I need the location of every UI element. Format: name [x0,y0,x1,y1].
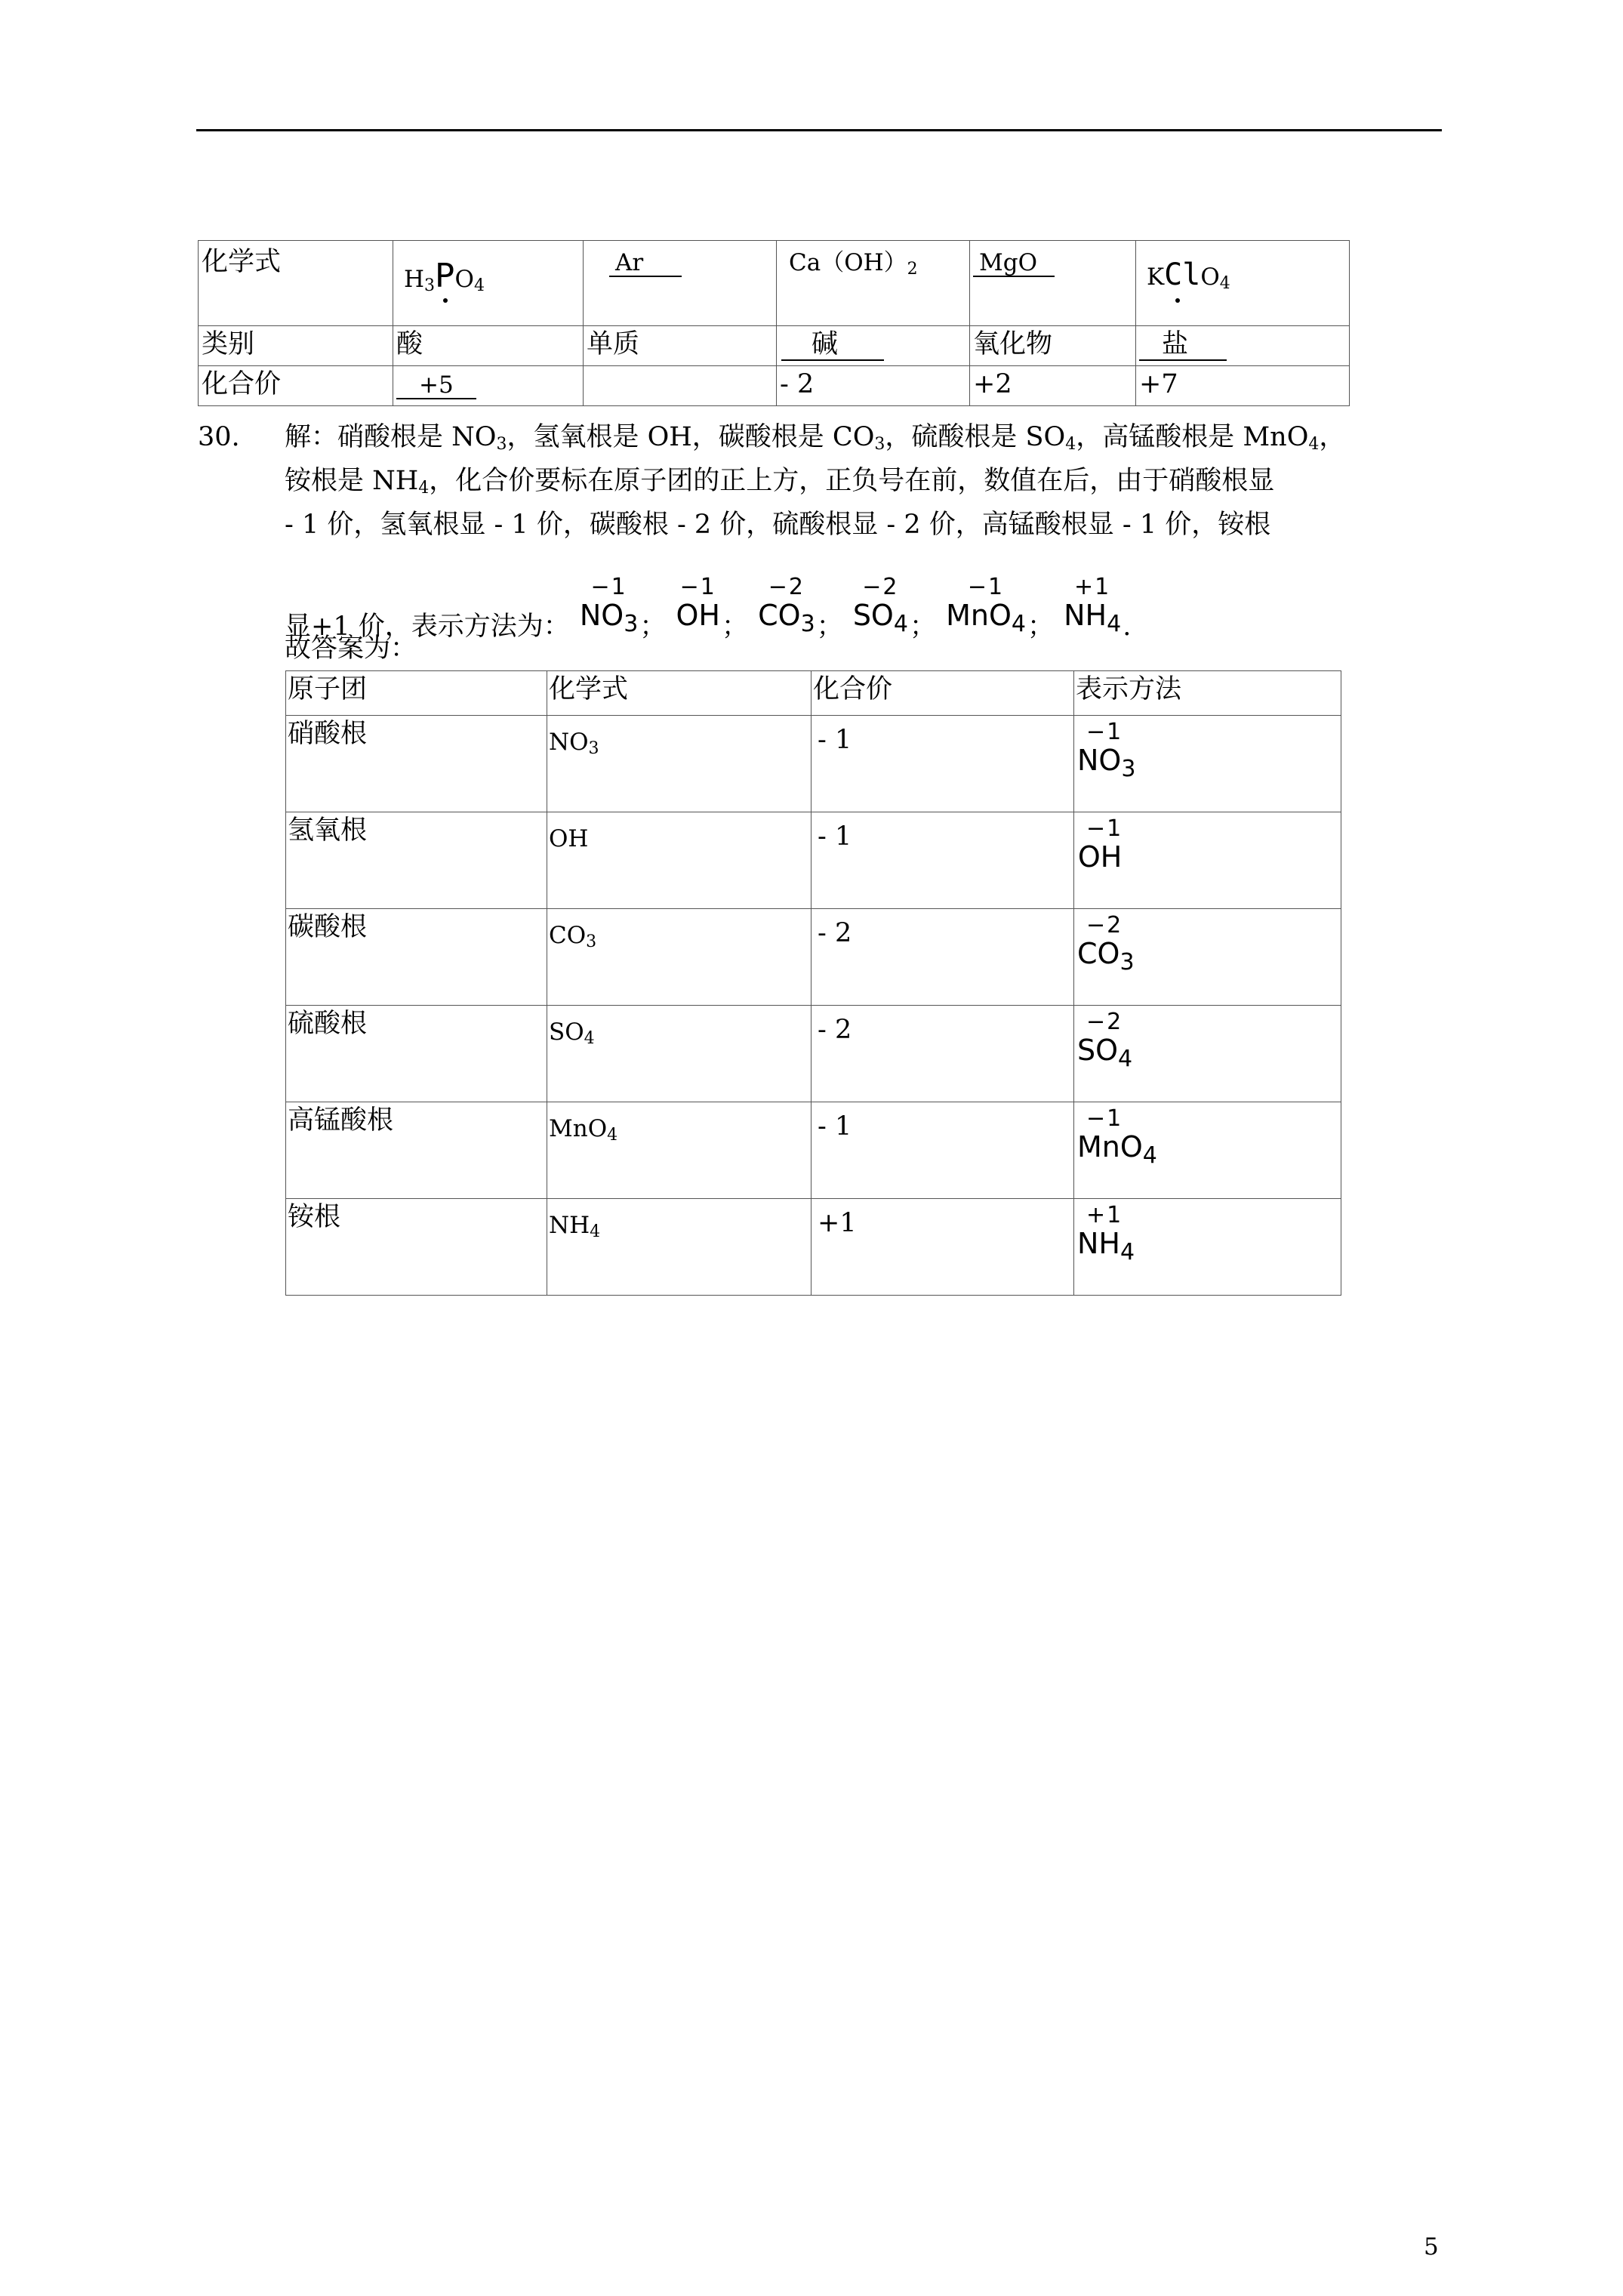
valence-cell [584,366,777,406]
answer-conclusion: 故答案为： [285,633,417,664]
table-row-category [199,326,1350,366]
formula-kclo4: KCl $O_4$ [1136,241,1350,326]
row-label: 类别 [199,326,393,366]
category-cell: 单质 [584,326,777,366]
table-row [286,909,1341,1006]
notation-mno4: −1 MnO$_4$ [946,574,1026,637]
radical-notation: −1 MnO$_4$ [1074,1102,1341,1199]
radical-valence: - 2 [812,1006,1074,1102]
table-row [286,1006,1341,1102]
table-row-formula [199,241,1350,326]
radical-notation: −2 $CO_3$ [1074,909,1341,1006]
header-radical: 原子团 [286,671,547,716]
formula-mgo: MgO [970,241,1136,326]
formula-caoh2: $Ca(OH)_2$ [777,241,970,326]
table-row [286,716,1341,812]
notation-co3: −2 $CO_3$ [758,574,815,637]
radical-notation: −1 OH [1074,812,1341,909]
radical-formula: OH [547,812,812,909]
table-row [286,1199,1341,1296]
radical-name: 硝酸根 [286,716,547,812]
valence-cell: +7 [1136,366,1350,406]
radical-formula: $NH_4$ [547,1199,812,1296]
formula-h3po4: $H_3P$ $O_4$ [393,241,584,326]
radical-valence: - 1 [812,812,1074,909]
notation-so4: −2 $SO_4$ [852,574,908,637]
table-row [286,1102,1341,1199]
row-label: 化学式 [199,241,393,326]
radical-name: 碳酸根 [286,909,547,1006]
valence-table [198,240,1350,406]
notation-nh4: +1 $NH_4$ [1064,574,1122,637]
radical-notation: +1 $NH_4$ [1074,1199,1341,1296]
radical-valence: - 1 [812,1102,1074,1199]
radical-valence: - 2 [812,909,1074,1006]
radical-notation: −2 $SO_4$ [1074,1006,1341,1102]
radical-notation: −1 $NO_3$ [1074,716,1341,812]
valence-cell: - 2 [777,366,970,406]
radical-name: 铵根 [286,1199,547,1296]
radical-name: 硫酸根 [286,1006,547,1102]
radical-formula: MnO$_4$ [547,1102,812,1199]
question-number: 30. [198,422,240,452]
header-rule [196,129,1442,131]
page-number: 5 [1424,2233,1439,2261]
radical-name: 氢氧根 [286,812,547,909]
table-row [286,812,1341,909]
table-row-valence [199,366,1350,406]
radical-valence: +1 [812,1199,1074,1296]
radical-formula: $CO_3$ [547,909,812,1006]
answer-line-4: 显+1 价，表示方法为： −1 $NO_3$ ； −1 OH ； −2 $CO_3$ ； −2 $SO_4$ ； −1 MnO$_4$ ； +1 $NH_4$ . [285,574,1132,642]
valence-cell: +2 [970,366,1136,406]
category-cell: 盐 [1136,326,1350,366]
radical-valence: - 1 [812,716,1074,812]
table-header-row [286,671,1341,716]
radical-table [285,670,1341,1296]
radical-name: 高锰酸根 [286,1102,547,1199]
category-cell: 碱 [777,326,970,366]
valence-cell: +5 [393,366,584,406]
header-valence: 化合价 [812,671,1074,716]
category-cell: 氧化物 [970,326,1136,366]
header-notation: 表示方法 [1074,671,1341,716]
row-label: 化合价 [199,366,393,406]
category-cell: 酸 [393,326,584,366]
notation-oh: −1 OH [676,574,720,632]
answer-line-3: - 1 价，氢氧根显 - 1 价，碳酸根 - 2 价，硫酸根显 - 2 价，高锰酸根显 - 1 价，铵根 [285,510,1271,540]
formula-ar: Ar [584,241,777,326]
radical-formula: $SO_4$ [547,1006,812,1102]
answer-line-2: 铵根是 $NH_4$，化合价要标在原子团的正上方，正负号在前，数值在后，由于硝酸根显 [285,466,1275,498]
radical-formula: $NO_3$ [547,716,812,812]
notation-no3: −1 $NO_3$ [579,574,639,637]
answer-line-1: 解：硝酸根是 $NO_3$，氢氧根是 OH，碳酸根是 $CO_3$，硫酸根是 $SO_4$，高锰酸根是 MnO$_4$， [285,422,1346,454]
header-formula: 化学式 [547,671,812,716]
